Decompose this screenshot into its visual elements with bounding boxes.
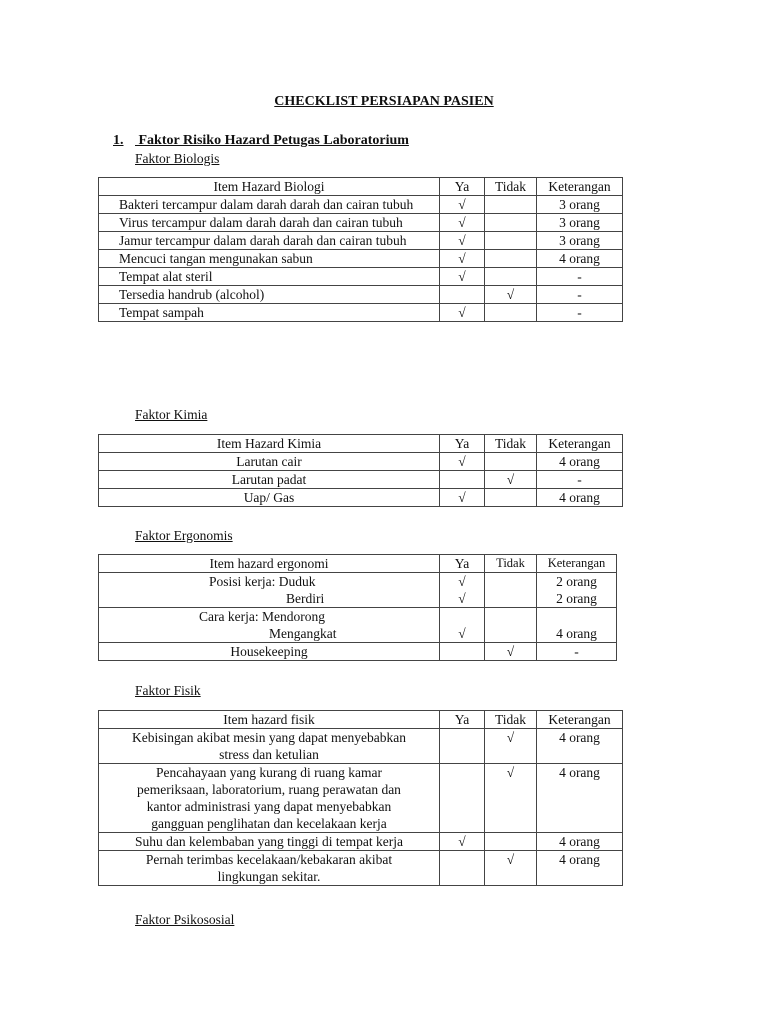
cell-ya: √ <box>440 833 485 851</box>
table-kimia <box>98 434 623 507</box>
cell-tidak <box>485 608 537 643</box>
cell-item: Larutan cair <box>99 453 440 471</box>
table-row <box>99 232 623 250</box>
posisi-ket-a: 2 orang <box>556 574 597 589</box>
cell-keterangan: 3 orang <box>537 196 623 214</box>
header-ya: Ya <box>440 711 485 729</box>
cell-keterangan: 4 orang <box>537 489 623 507</box>
cara-b: Mengangkat <box>269 626 337 641</box>
cell-item: Housekeeping <box>99 643 440 661</box>
table-row <box>99 608 617 643</box>
section-number: 1. <box>113 133 124 148</box>
table-row <box>99 196 623 214</box>
table-row <box>99 268 623 286</box>
header-ya: Ya <box>440 555 485 573</box>
table-header-row <box>99 711 623 729</box>
cell-keterangan: 4 orang <box>537 764 623 833</box>
cell-item: Bakteri tercampur dalam darah darah dan cairan tubuh <box>99 196 440 214</box>
cara-label: Cara kerja: <box>199 609 259 624</box>
cell-ya: √ <box>440 250 485 268</box>
cell-tidak: √ <box>485 471 537 489</box>
posisi-ya-b: √ <box>458 591 466 606</box>
cell-ya <box>440 764 485 833</box>
table-row <box>99 214 623 232</box>
cell-keterangan <box>537 608 617 643</box>
cell-keterangan: - <box>537 304 623 322</box>
table-ergonomi <box>98 554 617 661</box>
section-heading <box>113 133 409 149</box>
header-tidak: Tidak <box>485 711 537 729</box>
table-biologi <box>98 177 623 322</box>
cell-tidak: √ <box>485 764 537 833</box>
cell-item: Suhu dan kelembaban yang tinggi di tempat kerja <box>99 833 440 851</box>
cell-tidak: √ <box>485 286 537 304</box>
cell-item: Mencuci tangan mengunakan sabun <box>99 250 440 268</box>
table-row <box>99 286 623 304</box>
cell-keterangan: - <box>537 268 623 286</box>
table-row <box>99 729 623 764</box>
cell-ya <box>440 608 485 643</box>
cell-tidak: √ <box>485 729 537 764</box>
cell-item: Kebisingan akibat mesin yang dapat menyebabkan stress dan ketulian <box>99 729 440 764</box>
cell-ya: √ <box>440 232 485 250</box>
cell-ya <box>440 573 485 608</box>
table-row <box>99 304 623 322</box>
table-header-row <box>99 178 623 196</box>
cell-tidak <box>485 304 537 322</box>
cell-keterangan: - <box>537 286 623 304</box>
cell-item <box>99 573 440 608</box>
header-item: Item Hazard Kimia <box>99 435 440 453</box>
table-row <box>99 573 617 608</box>
cell-item: Virus tercampur dalam darah darah dan cairan tubuh <box>99 214 440 232</box>
cell-item: Jamur tercampur dalam darah darah dan cairan tubuh <box>99 232 440 250</box>
cell-tidak <box>485 250 537 268</box>
table-row <box>99 643 617 661</box>
subheading-kimia: Faktor Kimia <box>135 407 208 422</box>
cell-keterangan: 4 orang <box>537 250 623 268</box>
header-ya: Ya <box>440 435 485 453</box>
posisi-b: Berdiri <box>286 591 325 606</box>
cell-keterangan <box>537 573 617 608</box>
cell-tidak: √ <box>485 851 537 886</box>
header-keterangan: Keterangan <box>537 435 623 453</box>
table-row <box>99 471 623 489</box>
subheading-psikososial: Faktor Psikososial <box>135 912 235 927</box>
cell-ya: √ <box>440 214 485 232</box>
cell-tidak <box>485 489 537 507</box>
header-tidak: Tidak <box>485 555 537 573</box>
cara-ket-b: 4 orang <box>556 626 597 641</box>
cell-tidak <box>485 268 537 286</box>
cell-item: Tempat alat steril <box>99 268 440 286</box>
cell-item: Pencahayaan yang kurang di ruang kamar pemeriksaan, laboratorium, ruang perawatan dan kantor administrasi yang dapat menyebabkan gangguan penglihatan dan kecelakaan kerja <box>99 764 440 833</box>
cell-tidak: √ <box>485 643 537 661</box>
cell-keterangan: 4 orang <box>537 833 623 851</box>
cell-ya <box>440 471 485 489</box>
table-row <box>99 489 623 507</box>
cell-item: Tempat sampah <box>99 304 440 322</box>
posisi-ya-a: √ <box>458 574 466 589</box>
posisi-a: Duduk <box>278 574 316 589</box>
cell-keterangan: 4 orang <box>537 851 623 886</box>
cell-keterangan: - <box>537 471 623 489</box>
cell-ya: √ <box>440 489 485 507</box>
header-keterangan: Keterangan <box>537 178 623 196</box>
header-keterangan: Keterangan <box>537 555 617 573</box>
cell-keterangan: - <box>537 643 617 661</box>
table-fisik <box>98 710 623 886</box>
cell-keterangan: 4 orang <box>537 453 623 471</box>
cell-tidak <box>485 833 537 851</box>
header-tidak: Tidak <box>485 178 537 196</box>
table-header-row <box>99 555 617 573</box>
cell-keterangan: 4 orang <box>537 729 623 764</box>
cell-ya <box>440 851 485 886</box>
cell-item <box>99 608 440 643</box>
cell-tidak <box>485 232 537 250</box>
table-row <box>99 851 623 886</box>
cell-item: Uap/ Gas <box>99 489 440 507</box>
cell-tidak <box>485 214 537 232</box>
table-row <box>99 764 623 833</box>
cell-ya <box>440 643 485 661</box>
table-row <box>99 453 623 471</box>
cell-tidak <box>485 453 537 471</box>
subheading-biologi: Faktor Biologis <box>135 151 220 166</box>
table-row <box>99 250 623 268</box>
cara-a: Mendorong <box>261 609 325 624</box>
cell-keterangan: 3 orang <box>537 232 623 250</box>
cell-ya <box>440 286 485 304</box>
section-label: Faktor Risiko Hazard Petugas Laboratorium <box>138 133 409 148</box>
cell-keterangan: 3 orang <box>537 214 623 232</box>
header-item: Item hazard fisik <box>99 711 440 729</box>
header-item: Item Hazard Biologi <box>99 178 440 196</box>
table-header-row <box>99 435 623 453</box>
page-title: CHECKLIST PERSIAPAN PASIEN <box>274 94 494 109</box>
cell-item: Tersedia handrub (alcohol) <box>99 286 440 304</box>
posisi-ket-b: 2 orang <box>556 591 597 606</box>
header-item: Item hazard ergonomi <box>99 555 440 573</box>
header-tidak: Tidak <box>485 435 537 453</box>
cell-tidak <box>485 196 537 214</box>
subheading-fisik: Faktor Fisik <box>135 683 201 698</box>
posisi-label: Posisi kerja: <box>209 574 276 589</box>
header-ya: Ya <box>440 178 485 196</box>
cell-item: Pernah terimbas kecelakaan/kebakaran akibat lingkungan sekitar. <box>99 851 440 886</box>
cell-ya <box>440 729 485 764</box>
subheading-ergonomi: Faktor Ergonomis <box>135 528 233 543</box>
table-row <box>99 833 623 851</box>
cara-ya-b: √ <box>458 626 466 641</box>
cell-item: Larutan padat <box>99 471 440 489</box>
cell-ya: √ <box>440 453 485 471</box>
cell-ya: √ <box>440 304 485 322</box>
cell-tidak <box>485 573 537 608</box>
cell-ya: √ <box>440 196 485 214</box>
header-keterangan: Keterangan <box>537 711 623 729</box>
cell-ya: √ <box>440 268 485 286</box>
